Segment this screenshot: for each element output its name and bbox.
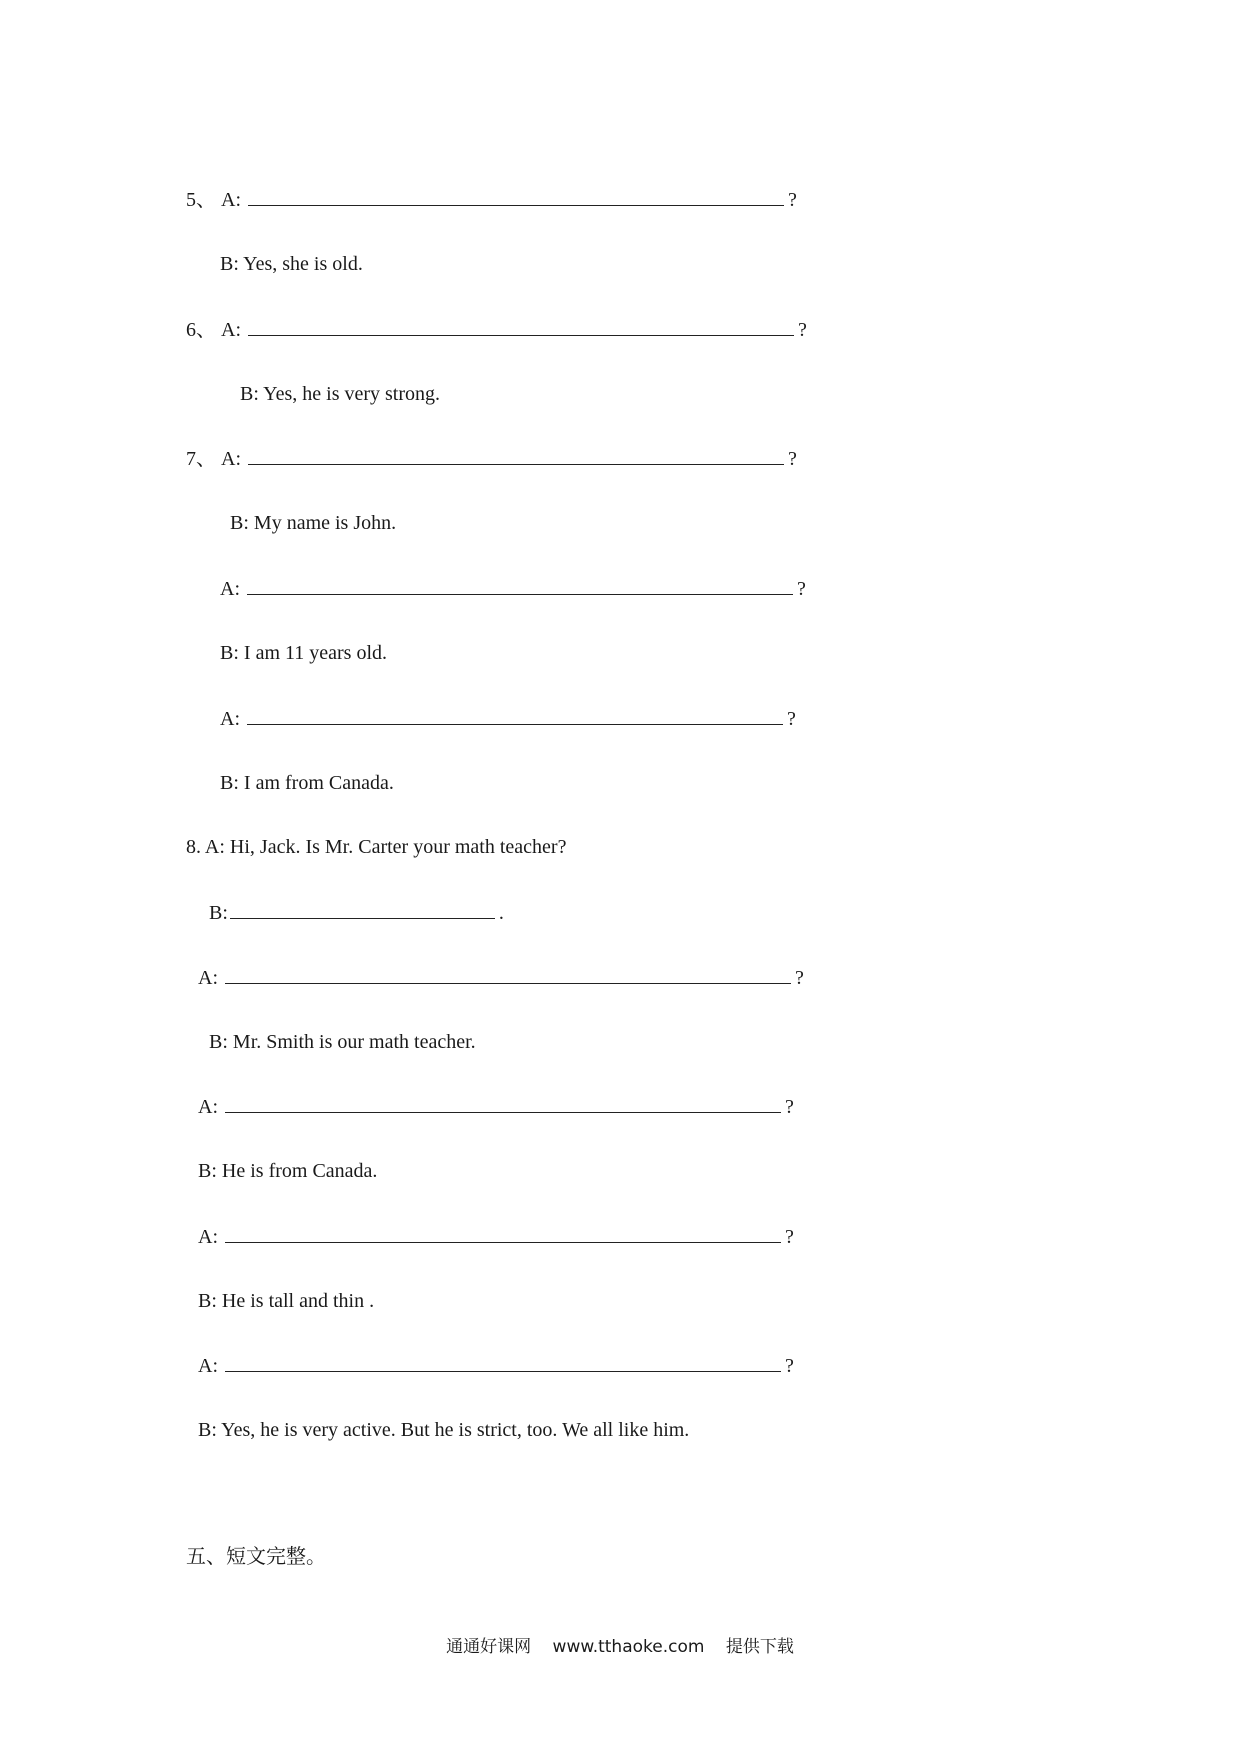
speaker-label: B:: [198, 1160, 217, 1182]
question-6-a: [186, 315, 807, 344]
answer-7-b: [230, 509, 396, 537]
question-8-intro: [186, 833, 566, 861]
dialogue-text: Yes, she is old.: [238, 253, 363, 275]
end-mark: ?: [798, 319, 807, 341]
answer-blank[interactable]: [225, 1092, 781, 1113]
footer-site-name: 通通好课网: [446, 1637, 532, 1657]
answer-8-b2: [209, 1028, 476, 1056]
dialogue-text: Yes, he is very active. But he is strict, too. We all like him.: [216, 1419, 690, 1441]
answer-7-b2: [220, 639, 387, 667]
footer-suffix: 提供下载: [725, 1637, 794, 1657]
dialogue-text: Mr. Smith is our math teacher.: [227, 1031, 476, 1053]
end-mark: ?: [785, 1355, 794, 1377]
answer-blank[interactable]: [247, 704, 783, 725]
speaker-label: B:: [220, 253, 239, 275]
answer-8-b4: [198, 1287, 374, 1315]
speaker-label: A:: [198, 967, 218, 989]
speaker-label: B:: [230, 512, 249, 534]
answer-5-b: [220, 250, 363, 278]
answer-6-b: [240, 380, 440, 408]
end-mark: ?: [785, 1226, 794, 1248]
end-mark: ?: [788, 448, 797, 470]
dialogue-text: I am 11 years old.: [238, 642, 388, 664]
page-footer: [0, 1632, 1240, 1657]
item-number: 8.: [186, 836, 201, 858]
end-mark: ?: [797, 578, 806, 600]
answer-blank[interactable]: [230, 898, 495, 919]
question-7-a2: [220, 574, 806, 603]
speaker-label: B:: [198, 1290, 217, 1312]
speaker-label: A:: [198, 1226, 218, 1248]
speaker-label: A:: [220, 578, 240, 600]
dialogue-text: Yes, he is very strong.: [258, 383, 441, 405]
dialogue-text: My name is John.: [248, 512, 397, 534]
footer-url: www.tthaoke.com: [552, 1637, 705, 1657]
answer-blank[interactable]: [248, 185, 784, 206]
answer-8-b5: [198, 1416, 689, 1444]
speaker-label: B:: [209, 902, 228, 924]
dialogue-text: He is from Canada.: [216, 1160, 378, 1182]
item-number: 7、: [186, 448, 216, 470]
question-7-a: [186, 444, 797, 473]
speaker-label: B:: [220, 642, 239, 664]
answer-blank[interactable]: [248, 444, 784, 465]
speaker-label: A:: [221, 189, 241, 211]
speaker-label: A:: [198, 1355, 218, 1377]
speaker-label: A:: [198, 1096, 218, 1118]
question-8-a4: [198, 1351, 794, 1380]
answer-7-b3: [220, 769, 394, 797]
speaker-label: A:: [204, 836, 225, 858]
answer-blank[interactable]: [225, 1222, 781, 1243]
dialogue-text: Hi, Jack. Is Mr. Carter your math teacher?: [224, 836, 567, 858]
question-8-a3: [198, 1222, 794, 1251]
dialogue-text: He is tall and thin .: [216, 1290, 375, 1312]
speaker-label: B:: [240, 383, 259, 405]
speaker-label: B:: [220, 772, 239, 794]
question-5-a: [186, 185, 797, 214]
dialogue-text: I am from Canada.: [238, 772, 394, 794]
speaker-label: B:: [198, 1419, 217, 1441]
item-number: 5、: [186, 189, 216, 211]
end-mark: ?: [795, 967, 804, 989]
answer-8-b1: [209, 898, 504, 927]
answer-8-b3: [198, 1157, 377, 1185]
speaker-label: A:: [221, 448, 241, 470]
question-7-a3: [220, 704, 796, 733]
answer-blank[interactable]: [247, 574, 793, 595]
question-8-a2: [198, 1092, 794, 1121]
end-mark: ?: [787, 708, 796, 730]
question-8-a1: [198, 963, 804, 992]
end-mark: .: [498, 902, 504, 924]
item-number: 6、: [186, 319, 216, 341]
answer-blank[interactable]: [225, 1351, 781, 1372]
speaker-label: A:: [221, 319, 241, 341]
section-heading: 五、短文完整。: [186, 1544, 326, 1568]
end-mark: ?: [788, 189, 797, 211]
speaker-label: A:: [220, 708, 240, 730]
answer-blank[interactable]: [248, 315, 794, 336]
end-mark: ?: [785, 1096, 794, 1118]
speaker-label: B:: [209, 1031, 228, 1053]
answer-blank[interactable]: [225, 963, 791, 984]
